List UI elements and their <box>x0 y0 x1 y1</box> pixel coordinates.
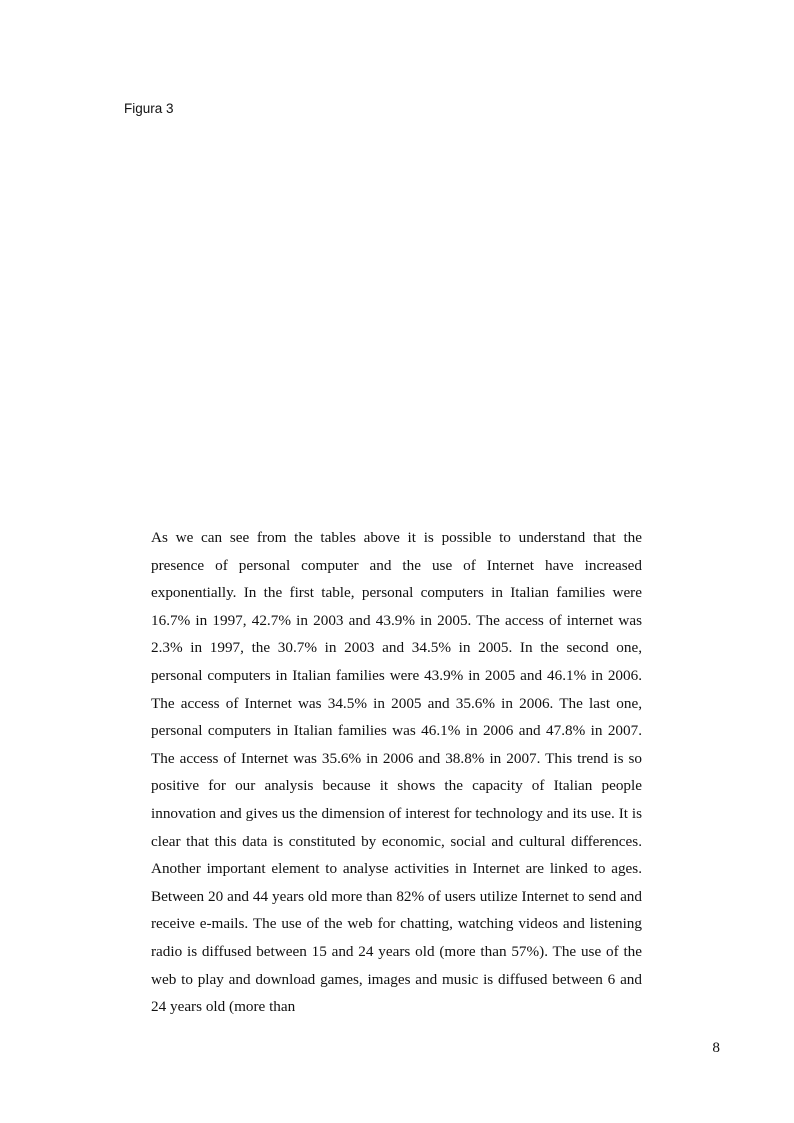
page-number: 8 <box>712 1039 720 1056</box>
body-paragraph: As we can see from the tables above it is possible to understand that the presence of personal computer and the use of Internet have increased exponentially. In the first table, personal computers in Italian families were 16.7% in 1997, 42.7% in 2003 and 43.9% in 2005. The access of internet was 2.3% in 1997, the 30.7% in 2003 and 34.5% in 2005. In the second one, personal computers in Italian families were 43.9% in 2005 and 46.1% in 2006. The access of Internet was 34.5% in 2005 and 35.6% in 2006. The last one, personal computers in Italian families was 46.1% in 2006 and 47.8% in 2007. The access of Internet was 35.6% in 2006 and 38.8% in 2007. This trend is so positive for our analysis because it shows the capacity of Italian people innovation and gives us the dimension of interest for technology and its use. It is clear that this data is constituted by economic, social and cultural differences. Another important element to analyse activities in Internet are linked to ages. Between 20 and 44 years old more than 82% of users utilize Internet to send and receive e-mails. The use of the web for chatting, watching videos and listening radio is diffused between 15 and 24 years old (more than 57%). The use of the web to play and download games, images and music is diffused between 6 and 24 years old (more than <box>151 529 642 1016</box>
figure-placeholder <box>124 130 644 500</box>
figure-caption: Figura 3 <box>124 101 174 116</box>
